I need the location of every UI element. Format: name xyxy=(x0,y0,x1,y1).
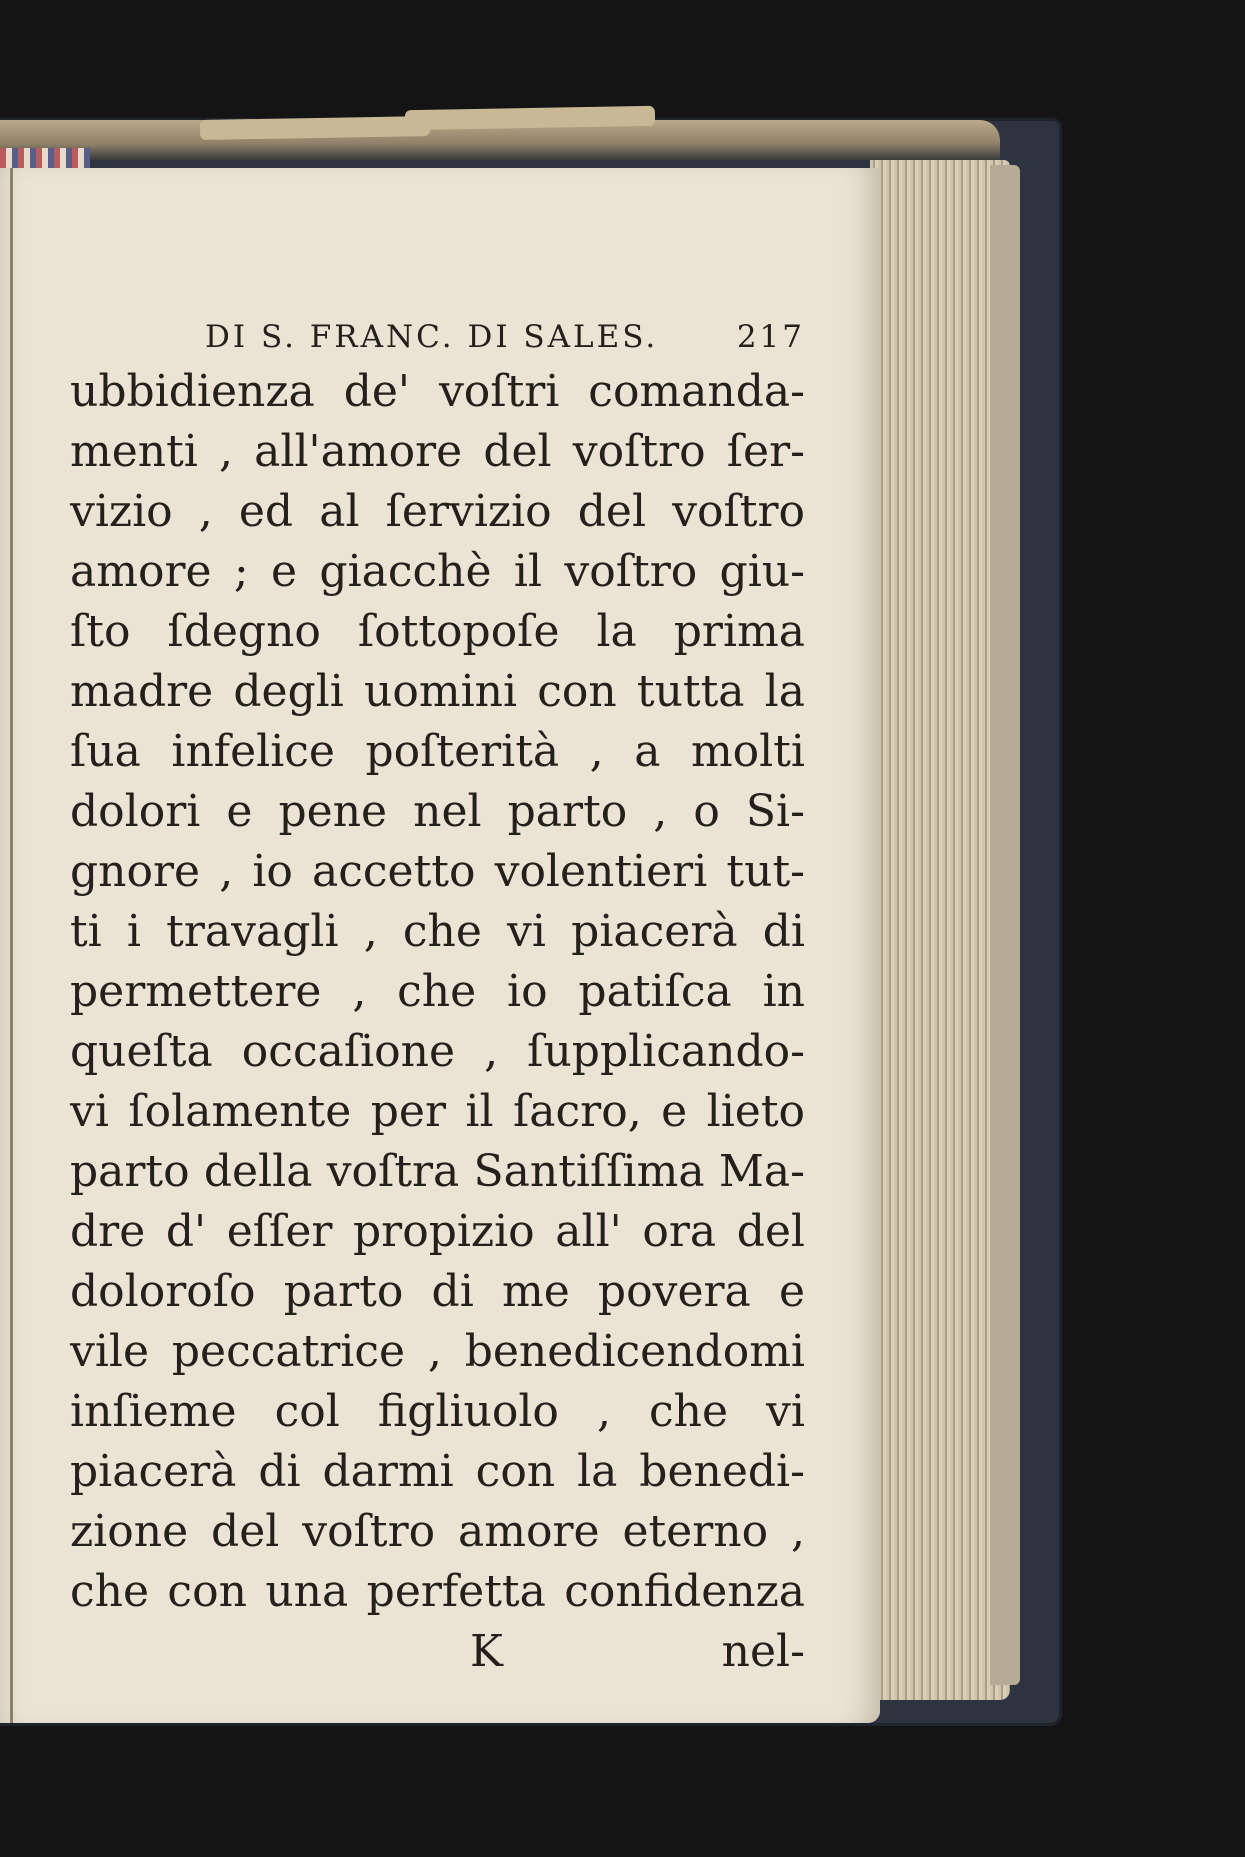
text-line: inſieme col figliuolo , che vi xyxy=(70,1386,805,1437)
text-block xyxy=(70,312,805,1682)
text-line: che con una perfetta confidenza xyxy=(70,1566,805,1617)
page-number: 217 xyxy=(736,319,805,355)
text-line: doloroſo parto di me povera e xyxy=(70,1266,805,1317)
text-line: vile peccatrice , benedicendomi xyxy=(70,1326,805,1377)
text-line: ti i travagli , che vi piacerà di xyxy=(70,906,805,957)
catchword: nel- xyxy=(721,1626,805,1677)
text-line: madre degli uomini con tutta la xyxy=(70,666,805,717)
page-gutter xyxy=(10,168,13,1723)
text-line: zione del voſtro amore eterno , xyxy=(70,1506,805,1557)
text-line: menti , all'amore del voſtro ſer- xyxy=(70,426,805,477)
text-line: amore ; e giacchè il voſtro giu- xyxy=(70,546,805,597)
text-line: permettere , che io patiſca in xyxy=(70,966,805,1017)
text-line: gnore , io accetto volentieri tut- xyxy=(70,846,805,897)
text-line: dre d' eſſer propizio all' ora del xyxy=(70,1206,805,1257)
text-line: parto della voſtra Santiſſima Ma- xyxy=(70,1146,805,1197)
text-line: ubbidienza de' voſtri comanda- xyxy=(70,366,805,417)
running-head-title: DI S. FRANC. DI SALES. xyxy=(205,319,659,355)
signature-mark: K xyxy=(470,1626,503,1677)
text-line: ſto ſdegno ſottopoſe la prima xyxy=(70,606,805,657)
text-line: queſta occaſione , ſupplicando- xyxy=(70,1026,805,1077)
text-line: ſua infelice poſterità , a molti xyxy=(70,726,805,777)
page-fore-edge xyxy=(870,160,1010,1700)
headband xyxy=(0,148,90,168)
text-line: vi ſolamente per il ſacro, e lieto xyxy=(70,1086,805,1137)
page-footer xyxy=(70,1622,805,1682)
torn-paper-strip xyxy=(200,116,430,140)
text-line: vizio , ed al ſervizio del voſtro xyxy=(70,486,805,537)
text-line: piacerà di darmi con la benedi- xyxy=(70,1446,805,1497)
running-head xyxy=(70,312,805,362)
text-line: dolori e pene nel parto , o Si- xyxy=(70,786,805,837)
page-fore-edge-shadow xyxy=(990,165,1020,1685)
